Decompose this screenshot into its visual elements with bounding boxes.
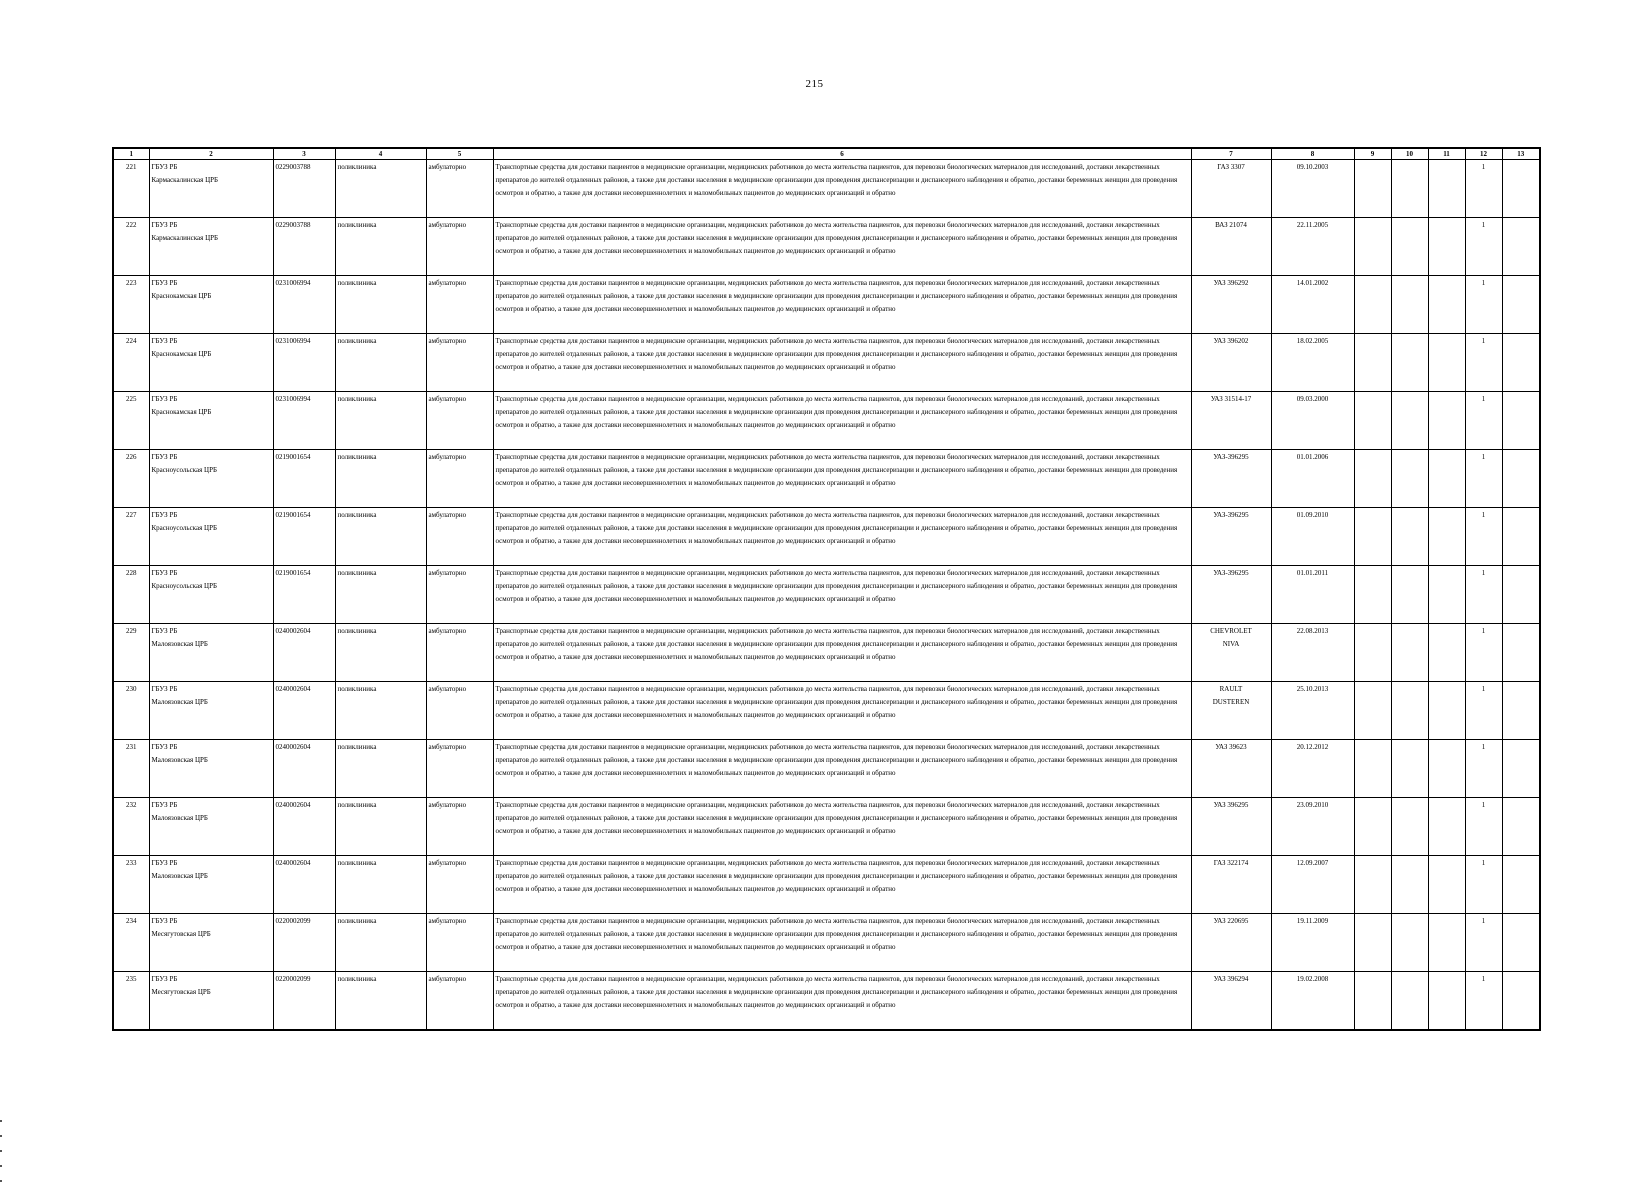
purpose-description-cell: Транспортные средства для доставки пациентов в медицинские организации, медицинских работников до места жительства пациентов, для перевозки биологических материалов для исследований, доставки лекарственных препаратов до жителей отдаленных районов, а также для доставки населения в медицинские организации для проведения диспансеризации и диспансерного наблюдения и обратно, доставки беременных женщин для проведения осмотров и обратно, а также для доставки несовершеннолетних и маломобильных пациентов до медицинских организаций и обратно — [493, 740, 1191, 798]
column-11-cell — [1428, 914, 1465, 972]
column-9-cell — [1354, 624, 1391, 682]
scan-edge-mark — [0, 1135, 2, 1137]
column-13-cell — [1502, 218, 1540, 276]
registration-date-cell: 14.01.2002 — [1271, 276, 1354, 334]
column-9-cell — [1354, 798, 1391, 856]
organization-cell: ГБУЗ РБ Малоязовская ЦРБ — [149, 740, 273, 798]
registration-date-cell: 01.01.2006 — [1271, 450, 1354, 508]
vehicle-model-cell: ГАЗ 322174 — [1191, 856, 1271, 914]
care-mode-cell: амбулаторно — [426, 798, 493, 856]
inn-cell: 0220002099 — [273, 972, 335, 1030]
unit-cell: поликлиника — [335, 682, 426, 740]
vehicle-register-table — [112, 147, 1541, 1031]
table-row — [113, 566, 1540, 624]
inn-cell: 0219001654 — [273, 566, 335, 624]
care-mode-cell: амбулаторно — [426, 334, 493, 392]
column-9-cell — [1354, 160, 1391, 218]
column-11-cell — [1428, 334, 1465, 392]
vehicle-model-cell: УАЗ-396295 — [1191, 566, 1271, 624]
vehicle-count-cell: 1 — [1465, 682, 1502, 740]
row-number-cell: 221 — [113, 160, 149, 218]
vehicle-model-cell: УАЗ 31514-17 — [1191, 392, 1271, 450]
column-13-cell — [1502, 914, 1540, 972]
organization-cell: ГБУЗ РБ Краснокамская ЦРБ — [149, 392, 273, 450]
table-row — [113, 914, 1540, 972]
unit-cell: поликлиника — [335, 856, 426, 914]
column-9-cell — [1354, 914, 1391, 972]
column-11-cell — [1428, 798, 1465, 856]
purpose-description-cell: Транспортные средства для доставки пациентов в медицинские организации, медицинских работников до места жительства пациентов, для перевозки биологических материалов для исследований, доставки лекарственных препаратов до жителей отдаленных районов, а также для доставки населения в медицинские организации для проведения диспансеризации и диспансерного наблюдения и обратно, доставки беременных женщин для проведения осмотров и обратно, а также для доставки несовершеннолетних и маломобильных пациентов до медицинских организаций и обратно — [493, 798, 1191, 856]
registration-date-cell: 22.11.2005 — [1271, 218, 1354, 276]
organization-cell: ГБУЗ РБ Месягутовская ЦРБ — [149, 972, 273, 1030]
unit-cell: поликлиника — [335, 972, 426, 1030]
vehicle-count-cell: 1 — [1465, 392, 1502, 450]
organization-cell: ГБУЗ РБ Кармаскалинская ЦРБ — [149, 160, 273, 218]
table-row — [113, 972, 1540, 1030]
inn-cell: 0231006994 — [273, 276, 335, 334]
vehicle-count-cell: 1 — [1465, 334, 1502, 392]
column-13-cell — [1502, 334, 1540, 392]
unit-cell: поликлиника — [335, 160, 426, 218]
vehicle-model-cell: УАЗ 220695 — [1191, 914, 1271, 972]
unit-cell: поликлиника — [335, 218, 426, 276]
vehicle-model-cell: УАЗ-396295 — [1191, 450, 1271, 508]
vehicle-count-cell: 1 — [1465, 450, 1502, 508]
vehicle-model-cell: УАЗ-396295 — [1191, 508, 1271, 566]
registration-date-cell: 20.12.2012 — [1271, 740, 1354, 798]
inn-cell: 0220002099 — [273, 914, 335, 972]
inn-cell: 0240002604 — [273, 856, 335, 914]
purpose-description-cell: Транспортные средства для доставки пациентов в медицинские организации, медицинских работников до места жительства пациентов, для перевозки биологических материалов для исследований, доставки лекарственных препаратов до жителей отдаленных районов, а также для доставки населения в медицинские организации для проведения диспансеризации и диспансерного наблюдения и обратно, доставки беременных женщин для проведения осмотров и обратно, а также для доставки несовершеннолетних и маломобильных пациентов до медицинских организаций и обратно — [493, 682, 1191, 740]
row-number-cell: 235 — [113, 972, 149, 1030]
purpose-description-cell: Транспортные средства для доставки пациентов в медицинские организации, медицинских работников до места жительства пациентов, для перевозки биологических материалов для исследований, доставки лекарственных препаратов до жителей отдаленных районов, а также для доставки населения в медицинские организации для проведения диспансеризации и диспансерного наблюдения и обратно, доставки беременных женщин для проведения осмотров и обратно, а также для доставки несовершеннолетних и маломобильных пациентов до медицинских организаций и обратно — [493, 392, 1191, 450]
inn-cell: 0229003788 — [273, 218, 335, 276]
column-10-cell — [1391, 392, 1428, 450]
purpose-description-cell: Транспортные средства для доставки пациентов в медицинские организации, медицинских работников до места жительства пациентов, для перевозки биологических материалов для исследований, доставки лекарственных препаратов до жителей отдаленных районов, а также для доставки населения в медицинские организации для проведения диспансеризации и диспансерного наблюдения и обратно, доставки беременных женщин для проведения осмотров и обратно, а также для доставки несовершеннолетних и маломобильных пациентов до медицинских организаций и обратно — [493, 566, 1191, 624]
column-10-cell — [1391, 566, 1428, 624]
table-row — [113, 682, 1540, 740]
table-row — [113, 218, 1540, 276]
scan-edge-mark — [0, 1165, 2, 1167]
column-9-cell — [1354, 566, 1391, 624]
column-header: 2 — [149, 148, 273, 160]
column-10-cell — [1391, 276, 1428, 334]
organization-cell: ГБУЗ РБ Красноусольская ЦРБ — [149, 566, 273, 624]
organization-cell: ГБУЗ РБ Малоязовская ЦРБ — [149, 624, 273, 682]
column-header: 6 — [493, 148, 1191, 160]
care-mode-cell: амбулаторно — [426, 682, 493, 740]
purpose-description-cell: Транспортные средства для доставки пациентов в медицинские организации, медицинских работников до места жительства пациентов, для перевозки биологических материалов для исследований, доставки лекарственных препаратов до жителей отдаленных районов, а также для доставки населения в медицинские организации для проведения диспансеризации и диспансерного наблюдения и обратно, доставки беременных женщин для проведения осмотров и обратно, а также для доставки несовершеннолетних и маломобильных пациентов до медицинских организаций и обратно — [493, 160, 1191, 218]
registration-date-cell: 01.01.2011 — [1271, 566, 1354, 624]
column-header: 11 — [1428, 148, 1465, 160]
column-9-cell — [1354, 856, 1391, 914]
column-10-cell — [1391, 856, 1428, 914]
unit-cell: поликлиника — [335, 914, 426, 972]
table-row — [113, 450, 1540, 508]
column-13-cell — [1502, 972, 1540, 1030]
vehicle-model-cell: УАЗ 39623 — [1191, 740, 1271, 798]
column-11-cell — [1428, 450, 1465, 508]
column-11-cell — [1428, 856, 1465, 914]
purpose-description-cell: Транспортные средства для доставки пациентов в медицинские организации, медицинских работников до места жительства пациентов, для перевозки биологических материалов для исследований, доставки лекарственных препаратов до жителей отдаленных районов, а также для доставки населения в медицинские организации для проведения диспансеризации и диспансерного наблюдения и обратно, доставки беременных женщин для проведения осмотров и обратно, а также для доставки несовершеннолетних и маломобильных пациентов до медицинских организаций и обратно — [493, 276, 1191, 334]
care-mode-cell: амбулаторно — [426, 740, 493, 798]
vehicle-count-cell: 1 — [1465, 740, 1502, 798]
purpose-description-cell: Транспортные средства для доставки пациентов в медицинские организации, медицинских работников до места жительства пациентов, для перевозки биологических материалов для исследований, доставки лекарственных препаратов до жителей отдаленных районов, а также для доставки населения в медицинские организации для проведения диспансеризации и диспансерного наблюдения и обратно, доставки беременных женщин для проведения осмотров и обратно, а также для доставки несовершеннолетних и маломобильных пациентов до медицинских организаций и обратно — [493, 856, 1191, 914]
vehicle-model-cell: УАЗ 396202 — [1191, 334, 1271, 392]
column-header: 4 — [335, 148, 426, 160]
purpose-description-cell: Транспортные средства для доставки пациентов в медицинские организации, медицинских работников до места жительства пациентов, для перевозки биологических материалов для исследований, доставки лекарственных препаратов до жителей отдаленных районов, а также для доставки населения в медицинские организации для проведения диспансеризации и диспансерного наблюдения и обратно, доставки беременных женщин для проведения осмотров и обратно, а также для доставки несовершеннолетних и маломобильных пациентов до медицинских организаций и обратно — [493, 218, 1191, 276]
inn-cell: 0229003788 — [273, 160, 335, 218]
scan-edge-mark — [0, 1180, 2, 1182]
registration-date-cell: 01.09.2010 — [1271, 508, 1354, 566]
registration-date-cell: 19.02.2008 — [1271, 972, 1354, 1030]
care-mode-cell: амбулаторно — [426, 392, 493, 450]
inn-cell: 0219001654 — [273, 450, 335, 508]
vehicle-count-cell: 1 — [1465, 218, 1502, 276]
care-mode-cell: амбулаторно — [426, 450, 493, 508]
unit-cell: поликлиника — [335, 334, 426, 392]
column-11-cell — [1428, 972, 1465, 1030]
registration-date-cell: 23.09.2010 — [1271, 798, 1354, 856]
scan-edge-mark — [0, 1150, 2, 1152]
column-header: 3 — [273, 148, 335, 160]
inn-cell: 0240002604 — [273, 740, 335, 798]
column-11-cell — [1428, 682, 1465, 740]
care-mode-cell: амбулаторно — [426, 856, 493, 914]
row-number-cell: 231 — [113, 740, 149, 798]
vehicle-count-cell: 1 — [1465, 972, 1502, 1030]
vehicle-count-cell: 1 — [1465, 566, 1502, 624]
column-9-cell — [1354, 218, 1391, 276]
column-10-cell — [1391, 450, 1428, 508]
column-header: 9 — [1354, 148, 1391, 160]
column-10-cell — [1391, 798, 1428, 856]
column-11-cell — [1428, 508, 1465, 566]
column-11-cell — [1428, 218, 1465, 276]
purpose-description-cell: Транспортные средства для доставки пациентов в медицинские организации, медицинских работников до места жительства пациентов, для перевозки биологических материалов для исследований, доставки лекарственных препаратов до жителей отдаленных районов, а также для доставки населения в медицинские организации для проведения диспансеризации и диспансерного наблюдения и обратно, доставки беременных женщин для проведения осмотров и обратно, а также для доставки несовершеннолетних и маломобильных пациентов до медицинских организаций и обратно — [493, 508, 1191, 566]
organization-cell: ГБУЗ РБ Малоязовская ЦРБ — [149, 856, 273, 914]
column-13-cell — [1502, 566, 1540, 624]
organization-cell: ГБУЗ РБ Малоязовская ЦРБ — [149, 682, 273, 740]
vehicle-model-cell: RAULT DUSTEREN — [1191, 682, 1271, 740]
purpose-description-cell: Транспортные средства для доставки пациентов в медицинские организации, медицинских работников до места жительства пациентов, для перевозки биологических материалов для исследований, доставки лекарственных препаратов до жителей отдаленных районов, а также для доставки населения в медицинские организации для проведения диспансеризации и диспансерного наблюдения и обратно, доставки беременных женщин для проведения осмотров и обратно, а также для доставки несовершеннолетних и маломобильных пациентов до медицинских организаций и обратно — [493, 972, 1191, 1030]
organization-cell: ГБУЗ РБ Краснокамская ЦРБ — [149, 334, 273, 392]
registration-date-cell: 22.08.2013 — [1271, 624, 1354, 682]
scan-edge-mark — [0, 1120, 2, 1122]
row-number-cell: 228 — [113, 566, 149, 624]
inn-cell: 0240002604 — [273, 624, 335, 682]
vehicle-count-cell: 1 — [1465, 798, 1502, 856]
vehicle-model-cell: УАЗ 396294 — [1191, 972, 1271, 1030]
column-10-cell — [1391, 682, 1428, 740]
vehicle-model-cell: CHEVROLET NIVA — [1191, 624, 1271, 682]
organization-cell: ГБУЗ РБ Красноусольская ЦРБ — [149, 508, 273, 566]
table-row — [113, 334, 1540, 392]
row-number-cell: 227 — [113, 508, 149, 566]
purpose-description-cell: Транспортные средства для доставки пациентов в медицинские организации, медицинских работников до места жительства пациентов, для перевозки биологических материалов для исследований, доставки лекарственных препаратов до жителей отдаленных районов, а также для доставки населения в медицинские организации для проведения диспансеризации и диспансерного наблюдения и обратно, доставки беременных женщин для проведения осмотров и обратно, а также для доставки несовершеннолетних и маломобильных пациентов до медицинских организаций и обратно — [493, 334, 1191, 392]
care-mode-cell: амбулаторно — [426, 624, 493, 682]
inn-cell: 0231006994 — [273, 334, 335, 392]
unit-cell: поликлиника — [335, 798, 426, 856]
column-11-cell — [1428, 392, 1465, 450]
vehicle-count-cell: 1 — [1465, 160, 1502, 218]
table-row — [113, 856, 1540, 914]
vehicle-count-cell: 1 — [1465, 624, 1502, 682]
registration-date-cell: 19.11.2009 — [1271, 914, 1354, 972]
table-row — [113, 624, 1540, 682]
column-9-cell — [1354, 508, 1391, 566]
care-mode-cell: амбулаторно — [426, 218, 493, 276]
care-mode-cell: амбулаторно — [426, 160, 493, 218]
column-13-cell — [1502, 160, 1540, 218]
inn-cell: 0240002604 — [273, 682, 335, 740]
organization-cell: ГБУЗ РБ Краснокамская ЦРБ — [149, 276, 273, 334]
purpose-description-cell: Транспортные средства для доставки пациентов в медицинские организации, медицинских работников до места жительства пациентов, для перевозки биологических материалов для исследований, доставки лекарственных препаратов до жителей отдаленных районов, а также для доставки населения в медицинские организации для проведения диспансеризации и диспансерного наблюдения и обратно, доставки беременных женщин для проведения осмотров и обратно, а также для доставки несовершеннолетних и маломобильных пациентов до медицинских организаций и обратно — [493, 624, 1191, 682]
column-9-cell — [1354, 972, 1391, 1030]
column-10-cell — [1391, 972, 1428, 1030]
column-13-cell — [1502, 392, 1540, 450]
vehicle-count-cell: 1 — [1465, 508, 1502, 566]
column-10-cell — [1391, 740, 1428, 798]
unit-cell: поликлиника — [335, 450, 426, 508]
vehicle-model-cell: УАЗ 396295 — [1191, 798, 1271, 856]
care-mode-cell: амбулаторно — [426, 508, 493, 566]
column-9-cell — [1354, 276, 1391, 334]
registration-date-cell: 25.10.2013 — [1271, 682, 1354, 740]
unit-cell: поликлиника — [335, 276, 426, 334]
registration-date-cell: 09.03.2000 — [1271, 392, 1354, 450]
vehicle-model-cell: ВАЗ 21074 — [1191, 218, 1271, 276]
vehicle-model-cell: УАЗ 396292 — [1191, 276, 1271, 334]
row-number-cell: 226 — [113, 450, 149, 508]
column-10-cell — [1391, 914, 1428, 972]
column-9-cell — [1354, 392, 1391, 450]
register-body — [113, 160, 1540, 1030]
inn-cell: 0231006994 — [273, 392, 335, 450]
registration-date-cell: 12.09.2007 — [1271, 856, 1354, 914]
unit-cell: поликлиника — [335, 392, 426, 450]
organization-cell: ГБУЗ РБ Красноусольская ЦРБ — [149, 450, 273, 508]
column-header: 1 — [113, 148, 149, 160]
vehicle-count-cell: 1 — [1465, 276, 1502, 334]
vehicle-count-cell: 1 — [1465, 914, 1502, 972]
column-header: 10 — [1391, 148, 1428, 160]
care-mode-cell: амбулаторно — [426, 276, 493, 334]
column-10-cell — [1391, 334, 1428, 392]
care-mode-cell: амбулаторно — [426, 972, 493, 1030]
organization-cell: ГБУЗ РБ Малоязовская ЦРБ — [149, 798, 273, 856]
row-number-cell: 233 — [113, 856, 149, 914]
column-header: 5 — [426, 148, 493, 160]
care-mode-cell: амбулаторно — [426, 914, 493, 972]
column-9-cell — [1354, 682, 1391, 740]
column-header: 8 — [1271, 148, 1354, 160]
column-header: 7 — [1191, 148, 1271, 160]
column-10-cell — [1391, 624, 1428, 682]
column-11-cell — [1428, 276, 1465, 334]
column-11-cell — [1428, 624, 1465, 682]
column-header: 12 — [1465, 148, 1502, 160]
column-11-cell — [1428, 740, 1465, 798]
column-9-cell — [1354, 740, 1391, 798]
organization-cell: ГБУЗ РБ Кармаскалинская ЦРБ — [149, 218, 273, 276]
row-number-cell: 222 — [113, 218, 149, 276]
unit-cell: поликлиника — [335, 740, 426, 798]
table-row — [113, 276, 1540, 334]
column-13-cell — [1502, 682, 1540, 740]
purpose-description-cell: Транспортные средства для доставки пациентов в медицинские организации, медицинских работников до места жительства пациентов, для перевозки биологических материалов для исследований, доставки лекарственных препаратов до жителей отдаленных районов, а также для доставки населения в медицинские организации для проведения диспансеризации и диспансерного наблюдения и обратно, доставки беременных женщин для проведения осмотров и обратно, а также для доставки несовершеннолетних и маломобильных пациентов до медицинских организаций и обратно — [493, 450, 1191, 508]
table-row — [113, 798, 1540, 856]
inn-cell: 0240002604 — [273, 798, 335, 856]
unit-cell: поликлиника — [335, 624, 426, 682]
column-10-cell — [1391, 508, 1428, 566]
registration-date-cell: 09.10.2003 — [1271, 160, 1354, 218]
column-13-cell — [1502, 798, 1540, 856]
purpose-description-cell: Транспортные средства для доставки пациентов в медицинские организации, медицинских работников до места жительства пациентов, для перевозки биологических материалов для исследований, доставки лекарственных препаратов до жителей отдаленных районов, а также для доставки населения в медицинские организации для проведения диспансеризации и диспансерного наблюдения и обратно, доставки беременных женщин для проведения осмотров и обратно, а также для доставки несовершеннолетних и маломобильных пациентов до медицинских организаций и обратно — [493, 914, 1191, 972]
row-number-cell: 223 — [113, 276, 149, 334]
vehicle-model-cell: ГАЗ 3307 — [1191, 160, 1271, 218]
column-11-cell — [1428, 566, 1465, 624]
column-13-cell — [1502, 276, 1540, 334]
inn-cell: 0219001654 — [273, 508, 335, 566]
column-10-cell — [1391, 218, 1428, 276]
row-number-cell: 230 — [113, 682, 149, 740]
vehicle-count-cell: 1 — [1465, 856, 1502, 914]
table-row — [113, 160, 1540, 218]
column-10-cell — [1391, 160, 1428, 218]
column-13-cell — [1502, 450, 1540, 508]
care-mode-cell: амбулаторно — [426, 566, 493, 624]
column-11-cell — [1428, 160, 1465, 218]
column-13-cell — [1502, 508, 1540, 566]
column-header: 13 — [1502, 148, 1540, 160]
row-number-cell: 232 — [113, 798, 149, 856]
row-number-cell: 225 — [113, 392, 149, 450]
column-9-cell — [1354, 334, 1391, 392]
table-row — [113, 740, 1540, 798]
table-row — [113, 392, 1540, 450]
registration-date-cell: 18.02.2005 — [1271, 334, 1354, 392]
row-number-cell: 224 — [113, 334, 149, 392]
column-9-cell — [1354, 450, 1391, 508]
unit-cell: поликлиника — [335, 508, 426, 566]
row-number-cell: 234 — [113, 914, 149, 972]
column-13-cell — [1502, 624, 1540, 682]
organization-cell: ГБУЗ РБ Месягутовская ЦРБ — [149, 914, 273, 972]
column-number-row — [113, 148, 1540, 160]
page-number: 215 — [805, 78, 824, 90]
row-number-cell: 229 — [113, 624, 149, 682]
column-13-cell — [1502, 856, 1540, 914]
unit-cell: поликлиника — [335, 566, 426, 624]
table-row — [113, 508, 1540, 566]
column-13-cell — [1502, 740, 1540, 798]
